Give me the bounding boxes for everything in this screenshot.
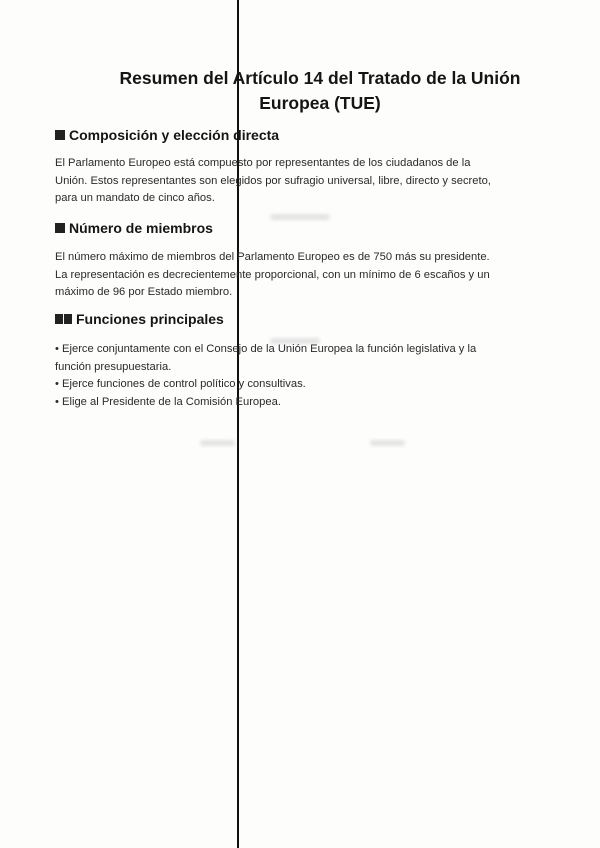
list-line: • Ejerce conjuntamente con el Consejo de la Unión Europea la función legislativa y la (55, 343, 477, 355)
section-heading (55, 127, 279, 143)
list-line: • Elige al Presidente de la Comisión Europea. (55, 395, 281, 408)
section-heading (55, 220, 213, 236)
text-line: La representación es decrecientemente proporcional, con un mínimo de 6 escaños y un (55, 268, 490, 281)
heading-text: Composición y elección directa (69, 127, 280, 143)
square-bullet-icon (55, 223, 65, 233)
section-heading (55, 311, 224, 327)
scan-smudge (200, 440, 235, 446)
text-line: El Parlamento Europeo está compuesto por representantes de los ciudadanos de la (55, 157, 471, 169)
square-bullet-icon (64, 314, 72, 324)
list-line: • Ejerce funciones de control político y consultivas. (55, 378, 306, 390)
text-line: El número máximo de miembros del Parlamento Europeo es de 750 más su presidente. (55, 251, 490, 263)
list-line: función presupuestaria. (55, 360, 172, 373)
heading-text: Número de miembros (69, 220, 213, 236)
title-line: Europea (TUE) (259, 93, 381, 113)
heading-text: Funciones principales (76, 311, 224, 327)
square-bullet-icon (55, 314, 63, 324)
square-bullet-icon (55, 130, 65, 140)
text-line: máximo de 96 por Estado miembro. (55, 286, 233, 298)
title-line: Resumen del Artículo 14 del Tratado de la Unión (119, 68, 521, 88)
section-paragraph (55, 155, 491, 208)
document-title (80, 66, 560, 116)
scan-smudge (270, 214, 330, 220)
scan-smudge (370, 440, 405, 446)
text-line: Unión. Estos representantes son elegidos por sufragio universal, libre, directo y secreto, (55, 174, 491, 187)
text-line: para un mandato de cinco años. (55, 192, 215, 204)
section-list (55, 341, 476, 411)
section-paragraph (55, 249, 490, 302)
